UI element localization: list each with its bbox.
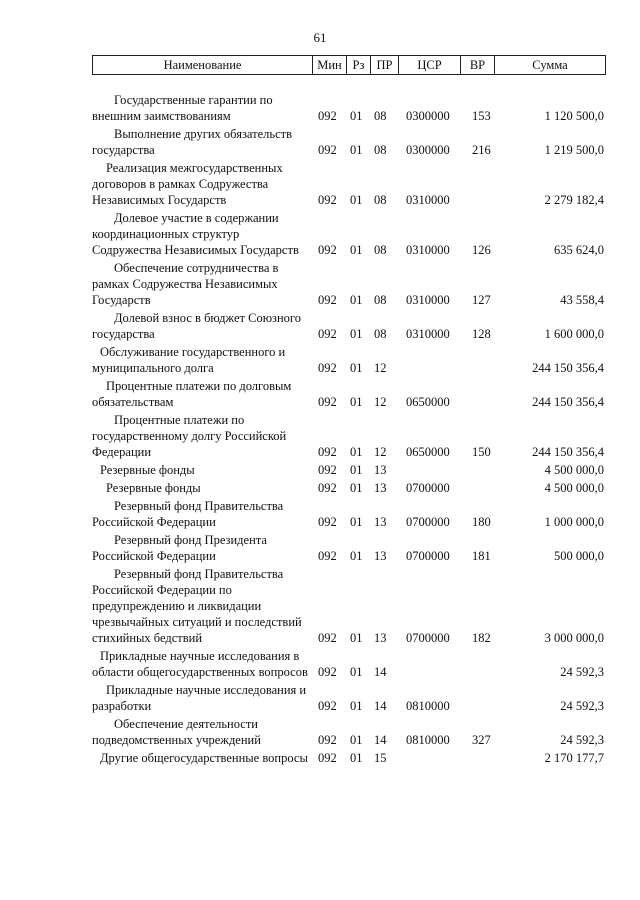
- row-sum: 2 279 182,4: [544, 193, 604, 207]
- row-sum: 24 592,3: [560, 665, 604, 679]
- row-rz: 01: [350, 293, 363, 307]
- row-min: 092: [318, 549, 337, 563]
- table-row: [92, 682, 606, 714]
- row-csr: 0650000: [406, 445, 450, 459]
- row-pr: 13: [374, 481, 387, 495]
- row-pr: 08: [374, 109, 387, 123]
- row-rz: 01: [350, 515, 363, 529]
- row-min: 092: [318, 193, 337, 207]
- row-name: Выполнение других обязательств государства: [92, 127, 292, 157]
- row-name: Обеспечение деятельности подведомственных учреждений: [92, 717, 261, 747]
- row-min: 092: [318, 293, 337, 307]
- row-pr: 14: [374, 733, 387, 747]
- table-row: [92, 716, 606, 748]
- row-pr: 12: [374, 395, 387, 409]
- table-row: [92, 648, 606, 680]
- row-min: 092: [318, 109, 337, 123]
- row-rz: 01: [350, 361, 363, 375]
- row-min: 092: [318, 631, 337, 645]
- table-header: [92, 55, 606, 75]
- table-row: [92, 378, 606, 410]
- table-row: [92, 462, 606, 478]
- row-name: Резервные фонды: [100, 463, 195, 477]
- row-pr: 13: [374, 515, 387, 529]
- page-number: 61: [313, 30, 327, 45]
- row-rz: 01: [350, 395, 363, 409]
- row-rz: 01: [350, 327, 363, 341]
- row-csr: 0700000: [406, 515, 450, 529]
- row-csr: 0310000: [406, 243, 450, 257]
- row-sum: 1 000 000,0: [544, 515, 604, 529]
- row-sum: 43 558,4: [560, 293, 604, 307]
- row-csr: 0300000: [406, 109, 450, 123]
- row-rz: 01: [350, 109, 363, 123]
- row-sum: 4 500 000,0: [544, 481, 604, 495]
- row-vr: 327: [472, 733, 491, 747]
- row-pr: 14: [374, 699, 387, 713]
- row-pr: 13: [374, 549, 387, 563]
- row-sum: 635 624,0: [554, 243, 604, 257]
- header-pr: ПР: [371, 56, 399, 74]
- row-vr: 153: [472, 109, 491, 123]
- row-pr: 08: [374, 193, 387, 207]
- row-csr: 0310000: [406, 293, 450, 307]
- row-name: Реализация межгосударственных договоров в рамках Содружества Независимых Государств: [92, 161, 283, 207]
- row-pr: 08: [374, 243, 387, 257]
- row-name: Долевое участие в содержании координационных структур Содружества Независимых Государств: [92, 211, 299, 257]
- row-min: 092: [318, 395, 337, 409]
- row-sum: 1 120 500,0: [544, 109, 604, 123]
- row-name: Другие общегосударственные вопросы: [100, 751, 308, 765]
- header-csr: ЦСР: [399, 56, 461, 74]
- row-vr: 128: [472, 327, 491, 341]
- row-csr: 0700000: [406, 549, 450, 563]
- header-vr: ВР: [461, 56, 495, 74]
- row-sum: 244 150 356,4: [532, 445, 604, 459]
- table-row: [92, 210, 606, 258]
- row-sum: 24 592,3: [560, 733, 604, 747]
- row-rz: 01: [350, 243, 363, 257]
- header-min: Мин: [313, 56, 347, 74]
- row-sum: 24 592,3: [560, 699, 604, 713]
- row-sum: 244 150 356,4: [532, 361, 604, 375]
- row-sum: 4 500 000,0: [544, 463, 604, 477]
- row-vr: 181: [472, 549, 491, 563]
- row-rz: 01: [350, 481, 363, 495]
- row-sum: 3 000 000,0: [544, 631, 604, 645]
- table-row: [92, 92, 606, 124]
- row-min: 092: [318, 481, 337, 495]
- row-pr: 08: [374, 327, 387, 341]
- row-name: Обеспечение сотрудничества в рамках Содружества Независимых Государств: [92, 261, 279, 307]
- row-csr: 0810000: [406, 699, 450, 713]
- table-row: [92, 344, 606, 376]
- row-vr: 127: [472, 293, 491, 307]
- row-rz: 01: [350, 445, 363, 459]
- row-min: 092: [318, 243, 337, 257]
- row-sum: 244 150 356,4: [532, 395, 604, 409]
- row-csr: 0310000: [406, 327, 450, 341]
- row-name: Процентные платежи по долговым обязательствам: [92, 379, 292, 409]
- table-row: [92, 566, 606, 646]
- row-name: Резервный фонд Президента Российской Федерации: [92, 533, 267, 563]
- row-pr: 12: [374, 361, 387, 375]
- row-pr: 08: [374, 293, 387, 307]
- row-name: Государственные гарантии по внешним заимствованиям: [92, 93, 273, 123]
- row-pr: 15: [374, 751, 387, 765]
- row-name: Резервный фонд Правительства Российской Федерации по предупреждению и ликвидации чрезвычайных ситуаций и последствий стихийных бедствий: [92, 567, 302, 645]
- row-pr: 08: [374, 143, 387, 157]
- table-row: [92, 260, 606, 308]
- row-pr: 13: [374, 631, 387, 645]
- table-row: [92, 126, 606, 158]
- row-vr: 216: [472, 143, 491, 157]
- row-name: Обслуживание государственного и муниципального долга: [92, 345, 286, 375]
- row-name: Долевой взнос в бюджет Союзного государства: [92, 311, 301, 341]
- row-min: 092: [318, 733, 337, 747]
- row-rz: 01: [350, 631, 363, 645]
- row-csr: 0700000: [406, 481, 450, 495]
- row-rz: 01: [350, 733, 363, 747]
- row-vr: 180: [472, 515, 491, 529]
- row-pr: 13: [374, 463, 387, 477]
- row-rz: 01: [350, 699, 363, 713]
- table-row: [92, 750, 606, 766]
- row-min: 092: [318, 143, 337, 157]
- row-csr: 0650000: [406, 395, 450, 409]
- row-sum: 1 600 000,0: [544, 327, 604, 341]
- row-csr: 0700000: [406, 631, 450, 645]
- row-csr: 0300000: [406, 143, 450, 157]
- row-rz: 01: [350, 193, 363, 207]
- row-rz: 01: [350, 463, 363, 477]
- table-row: [92, 310, 606, 342]
- row-name: Резервный фонд Правительства Российской Федерации: [92, 499, 284, 529]
- row-rz: 01: [350, 143, 363, 157]
- row-rz: 01: [350, 549, 363, 563]
- row-pr: 12: [374, 445, 387, 459]
- row-min: 092: [318, 463, 337, 477]
- row-rz: 01: [350, 751, 363, 765]
- row-name: Прикладные научные исследования в области общегосударственных вопросов: [92, 649, 308, 679]
- header-name: Наименование: [93, 56, 313, 74]
- row-vr: 182: [472, 631, 491, 645]
- row-min: 092: [318, 751, 337, 765]
- row-min: 092: [318, 515, 337, 529]
- row-csr: 0810000: [406, 733, 450, 747]
- table-row: [92, 498, 606, 530]
- row-min: 092: [318, 665, 337, 679]
- table-row: [92, 480, 606, 496]
- row-name: Резервные фонды: [106, 481, 201, 495]
- table-row: [92, 160, 606, 208]
- row-min: 092: [318, 445, 337, 459]
- row-name: Прикладные научные исследования и разработки: [92, 683, 307, 713]
- table-row: [92, 532, 606, 564]
- row-vr: 126: [472, 243, 491, 257]
- header-sum: Сумма: [532, 58, 568, 72]
- row-sum: 2 170 177,7: [544, 751, 604, 765]
- table-body: [92, 92, 606, 768]
- row-sum: 500 000,0: [554, 549, 604, 563]
- row-sum: 1 219 500,0: [544, 143, 604, 157]
- row-rz: 01: [350, 665, 363, 679]
- table-row: [92, 412, 606, 460]
- row-pr: 14: [374, 665, 387, 679]
- row-name: Процентные платежи по государственному долгу Российской Федерации: [92, 413, 287, 459]
- row-csr: 0310000: [406, 193, 450, 207]
- row-min: 092: [318, 361, 337, 375]
- row-min: 092: [318, 699, 337, 713]
- row-min: 092: [318, 327, 337, 341]
- row-vr: 150: [472, 445, 491, 459]
- header-rz: Рз: [347, 56, 371, 74]
